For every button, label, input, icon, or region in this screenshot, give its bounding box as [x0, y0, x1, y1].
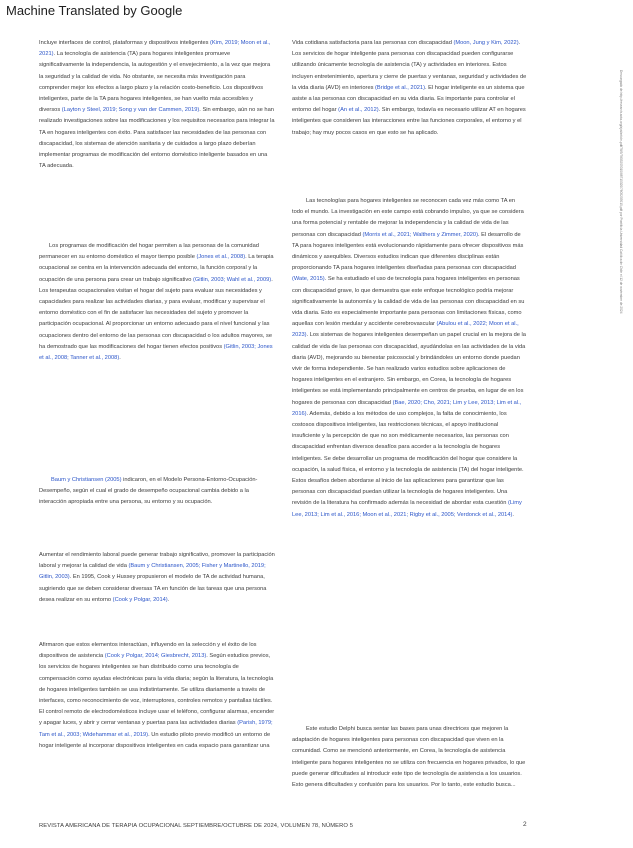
paragraph: Aumentar el rendimiento laboral puede generar trabajo significativo, promover la participación laboral y mejorar la calidad de vida (Baum y Christiansen, 2005; Fisher y Martinello, 2019; Gitlin, 2003). En 1995, Cook y Hussey propusieron el modelo de TA de actividad humana, sugiriendo que se deben considerar diversas TA en función de las tareas que una persona desea realizar en su entorno (Cook y Polgar, 2014).	[39, 552, 275, 603]
paragraph: Incluye interfaces de control, plataformas y dispositivos inteligentes (Kim, 2019; Moon et al., 2021). La tecnología de asistencia (TA) para hogares inteligentes promueve significativamente la independencia, la autogestión y el envejecimiento, a la vez que mejora la seguridad y la calidad de vida. No obstante, se necesita más investigación para comprender mejor los efectos a largo plazo y la relación costo-beneficio. Los dispositivos inteligentes, parte de la TA para hogares inteligentes, se han vuelto más accesibles y diversos (Layton y Steel, 2019; Song y van der Cammen, 2019). Sin embargo, aún no se han realizado investigaciones sobre las modificaciones y los requisitos necesarios para integrar la TA en hogares inteligentes con éxito. Para satisfacer las necesidades de las personas con discapacidad, los sistemas de atención sanitaria y de cuidados a largo plazo deberían implementar programas de modificación del entorno doméstico inteligente basados en una TA adecuada.	[39, 40, 275, 170]
citation-link[interactable]: (Wate, 2015)	[292, 276, 325, 283]
citation-link[interactable]: (Abulou et al., 2022; Moon et al., 2023)	[292, 321, 519, 339]
paragraph: Las tecnologías para hogares inteligentes se reconocen cada vez más como TA en todo el mundo. La investigación en este campo está cobrando impulso, ya que se considera una forma potencial y rentable de mejorar la independencia y la calidad de vida de las personas con discapacidad (Morris et al., 2021; Walthers y Zimmer, 2020). El desarrollo de TA para hogares inteligentes está evolucionando rápidamente para ofrecer dispositivos más dinámicos y asequibles. Diversos estudios indican que diferentes disciplinas están proporcionando TA para hogares inteligentes diseñadas para personas con discapacidad (Wate, 2015). Se ha estudiado el uso de tecnología para hogares inteligentes en personas con discapacidad grave, lo que demuestra que este enfoque tecnológico podría mejorar significativamente la autonomía y la calidad de vida de las personas con discapacidad en su vida diaria. Esto es especialmente importante para personas con limitaciones físicas, como aquellas con lesión medular y accidente cerebrovascular (Abulou et al., 2022; Moon et al., 2023). Los sistemas de hogares inteligentes desempeñan un papel crucial en la mejora de la calidad de vida de las personas con discapacidad, ayudándolas en las actividades de la vida diaria (AVD), mejorando su bienestar psicosocial y brindándoles un entorno donde puedan vivir de forma independiente. Se han realizado varios estudios sobre aplicaciones de hogares inteligentes en el extranjero. Sin embargo, en Corea, la tecnología de hogares inteligentes se está implementando principalmente en centros de prueba, en lugar de en los hogares de personas con discapacidad (Bae, 2020; Cho, 2021; Lim y Lee, 2013; Lim et al., 2016). Además, debido a los métodos de uso complejos, la falta de conocimiento, los costosos dispositivos inteligentes, las restricciones técnicas, el apoyo institucional insuficiente y la percepción de que no son médicamente necesarios, las personas con discapacidad enfrentan diversos desafíos para acceder a la tecnología de hogares inteligentes. Se debe desarrollar un programa de modificación del hogar que considere la ocupación, la salud física, el entorno y la tecnología de asistencia (TA) del hogar inteligente. Estos desafíos deben abordarse al inicio de las aplicaciones para garantizar que las personas con discapacidad puedan utilizar la tecnología de hogares inteligentes. Una revisión de la literatura ha confirmado además la necesidad de abordar esta cuestión (Limy Lee, 2013; Lim et al., 2016; Moon et al., 2021; Rigby et al., 2005; Verdonck et al., 2014).	[292, 198, 526, 518]
page-number: 2	[523, 821, 527, 828]
citation-link[interactable]: (Bridge et al., 2021)	[375, 84, 425, 91]
citation-link[interactable]: (Parish, 1979; Tam et al., 2003; Widehammar et al., 2019)	[39, 720, 273, 738]
citation-link[interactable]: (An et al., 2012)	[338, 107, 379, 114]
paragraph: Baum y Christiansen (2005) indicaron, en el Modelo Persona-Entorno-Ocupación-Desempeño, según el cual el grado de desempeño ocupacional cambia debido a la interacción apropiada entre una persona, su entorno y su ocupación.	[39, 477, 258, 506]
citation-link[interactable]: (Moon, Jung y Kim, 2022)	[453, 40, 519, 46]
citation-link[interactable]: (Gitlin, 2003; Jones et al., 2008; Tanner et al., 2008)	[39, 343, 273, 362]
citation-link[interactable]: (Baum y Christiansen, 2005; Fisher y Martinello, 2019; Gitlin, 2003)	[39, 563, 266, 581]
citation-link[interactable]: (Gitlin, 2003; Wahl et al., 2009)	[192, 276, 272, 283]
citation-link[interactable]: (Layton y Steel, 2019; Song y van der Cammen, 2019)	[61, 107, 200, 114]
citation-link[interactable]: Baum y Christiansen (2005)	[51, 477, 122, 483]
download-notice: Descargado de http://research.aota.org/ajot/article-pdf/78/5/7805205010/88710320/7805205010.pdf por Pontificia Universidad Católica de Chile el 12 de noviembre de 2024	[619, 70, 623, 314]
citation-link[interactable]: (Kim, 2019; Moon et al., 2021)	[39, 40, 271, 58]
citation-link[interactable]: (Cook y Polgar, 2014; Giesbrecht, 2013)	[104, 653, 207, 660]
paragraph: Los programas de modificación del hogar permiten a las personas de la comunidad permanecer en su entorno doméstico el mayor tiempo posible (Jones et al., 2008). La terapia ocupacional se centra en la intervención adecuada del entorno, la función corporal y la ocupación de una persona para crear un trabajo significativo (Gitlin, 2003; Wahl et al., 2009). Los terapeutas ocupacionales visitan el hogar del sujeto para evaluar sus necesidades y capacidades para realizar las actividades diarias, y para evaluar, modificar y supervisar el entorno doméstico con el fin de satisfacer las necesidades del sujeto y promover la participación ocupacional. Al proporcionar un entorno adecuado para el nivel funcional y las ocupaciones dentro del entorno de las personas con discapacidad o los adultos mayores, se ha demostrado que las modificaciones del hogar tienen efectos positivos (Gitlin, 2003; Jones et al., 2008; Tanner et al., 2008).	[39, 243, 274, 362]
paragraph: Vida cotidiana satisfactoria para las personas con discapacidad (Moon, Jung y Kim, 2022). Los servicios de hogar inteligente para personas con discapacidad pueden configurarse utilizando únicamente tecnología de asistencia (TA) y actividades en interiores. Estos incluyen entretenimiento, apertura y cierre de puertas y ventanas, seguridad y actividades de la vida diaria (AVD) en interiores (Bridge et al., 2021). El hogar inteligente es un sistema que asiste a las personas con discapacidad en su vida diaria. Es importante para controlar el entorno del hogar (An et al., 2012). Sin embargo, todavía es necesario utilizar AT en hogares inteligentes que consideren las interacciones entre las funciones corporales, el entorno y el trabajo; hay muy pocos casos en que esto se ha aplicado.	[292, 40, 527, 136]
machine-translated-banner: Machine Translated by Google	[6, 3, 183, 18]
journal-footer: REVISTA AMERICANA DE TERAPIA OCUPACIONAL SEPTIEMBRE/OCTUBRE DE 2024, VOLUMEN 78, NÚMERO 5	[39, 823, 354, 829]
citation-link[interactable]: (Jones et al., 2008)	[196, 254, 246, 261]
citation-link[interactable]: (Limy Lee, 2013; Lim et al., 2016; Moon et al., 2021; Rigby et al., 2005; Verdonck et al., 2014)	[292, 500, 522, 518]
paragraph: Afirmaron que estos elementos interactúan, influyendo en la selección y el éxito de los dispositivos de asistencia (Cook y Polgar, 2014; Giesbrecht, 2013). Según estudios previos, los servicios de hogares inteligentes se han distribuido como una tecnología de compensación como ayudas electrónicas para la vida diaria; según la literatura, la tecnología de hogares inteligentes también se usa indistintamente. Se utiliza diariamente a través de interfaces, como reconocimiento de voz, interruptores, controles remotos y pantallas táctiles. El control remoto de electrodomésticos incluye usar el teléfono, configurar alarmas, encender y apagar luces, y abrir y cerrar ventanas y puertas para las actividades diarias (Parish, 1979; Tam et al., 2003; Widehammar et al., 2019). Un estudio piloto previo modificó un entorno de hogar inteligente al incorporar dispositivos inteligentes en cada espacio para garantizar una	[39, 642, 275, 749]
paragraph: Este estudio Delphi busca sentar las bases para unas directrices que mejoren la adaptación de hogares inteligentes para personas con discapacidad que viven en la comunidad. Como se mencionó anteriormente, en Corea, la tecnología de asistencia inteligente para hogares inteligentes no se utiliza con frecuencia en hogares privados, lo que puede generar dificultades al introducir este tipo de tecnología de asistencia a los usuarios. Esto genera dificultades y confusión para los usuarios. Por lo tanto, este estudio busca...	[292, 726, 526, 789]
citation-link[interactable]: (Bae, 2020; Cho, 2021; Lim y Lee, 2013; Lim et al., 2016)	[292, 399, 522, 417]
citation-link[interactable]: (Morris et al., 2021; Walthers y Zimmer, 2020)	[362, 231, 478, 238]
citation-link[interactable]: (Cook y Polgar, 2014)	[112, 596, 168, 603]
